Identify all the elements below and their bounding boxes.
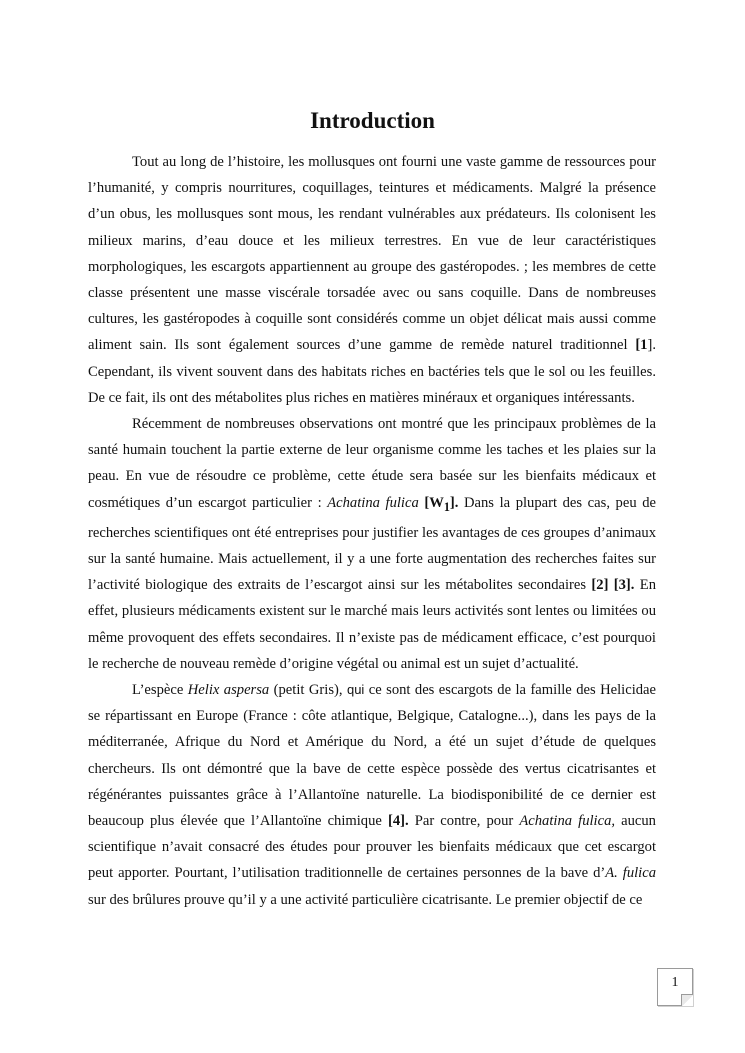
citation-reference: [W [424,494,444,511]
text-span: ce sont des escargots de la famille des Helicidae se répartissant en Europe (France : côte atlantique, Belgique, Catalogne...), dans les pays de la méditerranée, Afrique du Nord et Amérique du Nord, a été un sujet d’étude de quelques chercheurs. Ils ont démontré que la bave de cette espèce possède des vertus cicatrisantes et régénérantes puissantes grâce à l’Allantoïne naturelle. La biodisponibilité de ce dernier est beaucoup plus élevée que l’Allantoïne chimique [88,681,657,829]
species-name: Helix aspersa [187,681,270,698]
text-span: (petit Gris), [269,681,347,698]
citation-reference: ]. [449,494,459,511]
citation-reference: [1 [635,337,648,354]
species-name: Achatina fulica [327,494,419,511]
text-span: En effet, plusieurs médicaments existent sur le marché mais leurs activités sont lentes ou limitées ou même provoquent des effets secondaires. Il n’existe pas de médicament efficace, c’est pourquoi le recherche de nouveau remède d’origine végétal ou animal est un sujet d’actualité. [88,577,656,672]
document-body [88,149,656,913]
text-span: aucun scientifique n’avait consacré des études pour prouver les bienfaits médicaux que cet escargot peut apporter. Pourtant, l’utilisation traditionnelle de certaines personnes de la bave d’ [88,812,656,882]
citation-reference: [4]. [387,812,409,829]
text-span: qui [346,681,365,697]
citation-reference: [2] [3]. [591,577,635,594]
page-title: Introduction [310,108,435,133]
text-span: Par contre, pour [408,812,520,829]
text-span: Dans la plupart des cas, peu de recherches scientifiques ont été entreprises pour justifier les avantages de ces groupes d’animaux sur la santé humaine. Mais actuellement, il y a une forte augmentation des recherches faites sur l’activité biologique des extraits de l’escargot ainsi sur les métabolites secondaires [88,494,656,594]
paragraph [88,149,656,411]
text-span: sur des brûlures prouve qu’il y a une activité particulière cicatrisante. Le premier objectif de ce [88,891,643,908]
paragraph [88,677,656,913]
text-span: Récemment de nombreuses observations ont montré que les principaux problèmes de la santé humain touchent la partie externe de leur organisme comme les taches et les plaies sur la peau. En vue de résoudre ce problème, cette étude sera basée sur les bienfaits médicaux et cosmétiques d’un escargot particulier : [88,416,656,511]
page-number-box [657,968,693,1006]
subscript-text: 1 [443,499,450,514]
page-number: 1 [671,975,679,990]
paragraph [88,411,656,677]
text-span: L’espèce [132,681,188,698]
page-fold-corner [681,994,693,1006]
text-span: ]. Cependant, ils vivent souvent dans des habitats riches en bactéries tels que le sol ou les feuilles. De ce fait, ils ont des métabolites plus riches en matières minéraux et organiques intéressants. [88,337,656,406]
species-name: Achatina fulica, [519,812,616,829]
text-span: Tout au long de l’histoire, les mollusques ont fourni une vaste gamme de ressources pour l’humanité, y compris nourritures, coquillages, teintures et médicaments. Malgré la présence d’un obus, les mollusques sont mous, les rendant vulnérables aux prédateurs. Ils colonisent les milieux marins, d’eau douce et les milieux terrestres. En vue de leur caractéristiques morphologiques, les escargots appartiennent au groupe des gastéropodes. ; les membres de cette classe présentent une masse viscérale torsadée avec ou sans coquille. Dans de nombreuses cultures, les gastéropodes à coquille sont considérés comme un objet délicat mais aussi comme aliment sain. Ils sont également sources d’une gamme de remède naturel traditionnel [88,154,656,354]
species-name: A. fulica [605,865,656,882]
